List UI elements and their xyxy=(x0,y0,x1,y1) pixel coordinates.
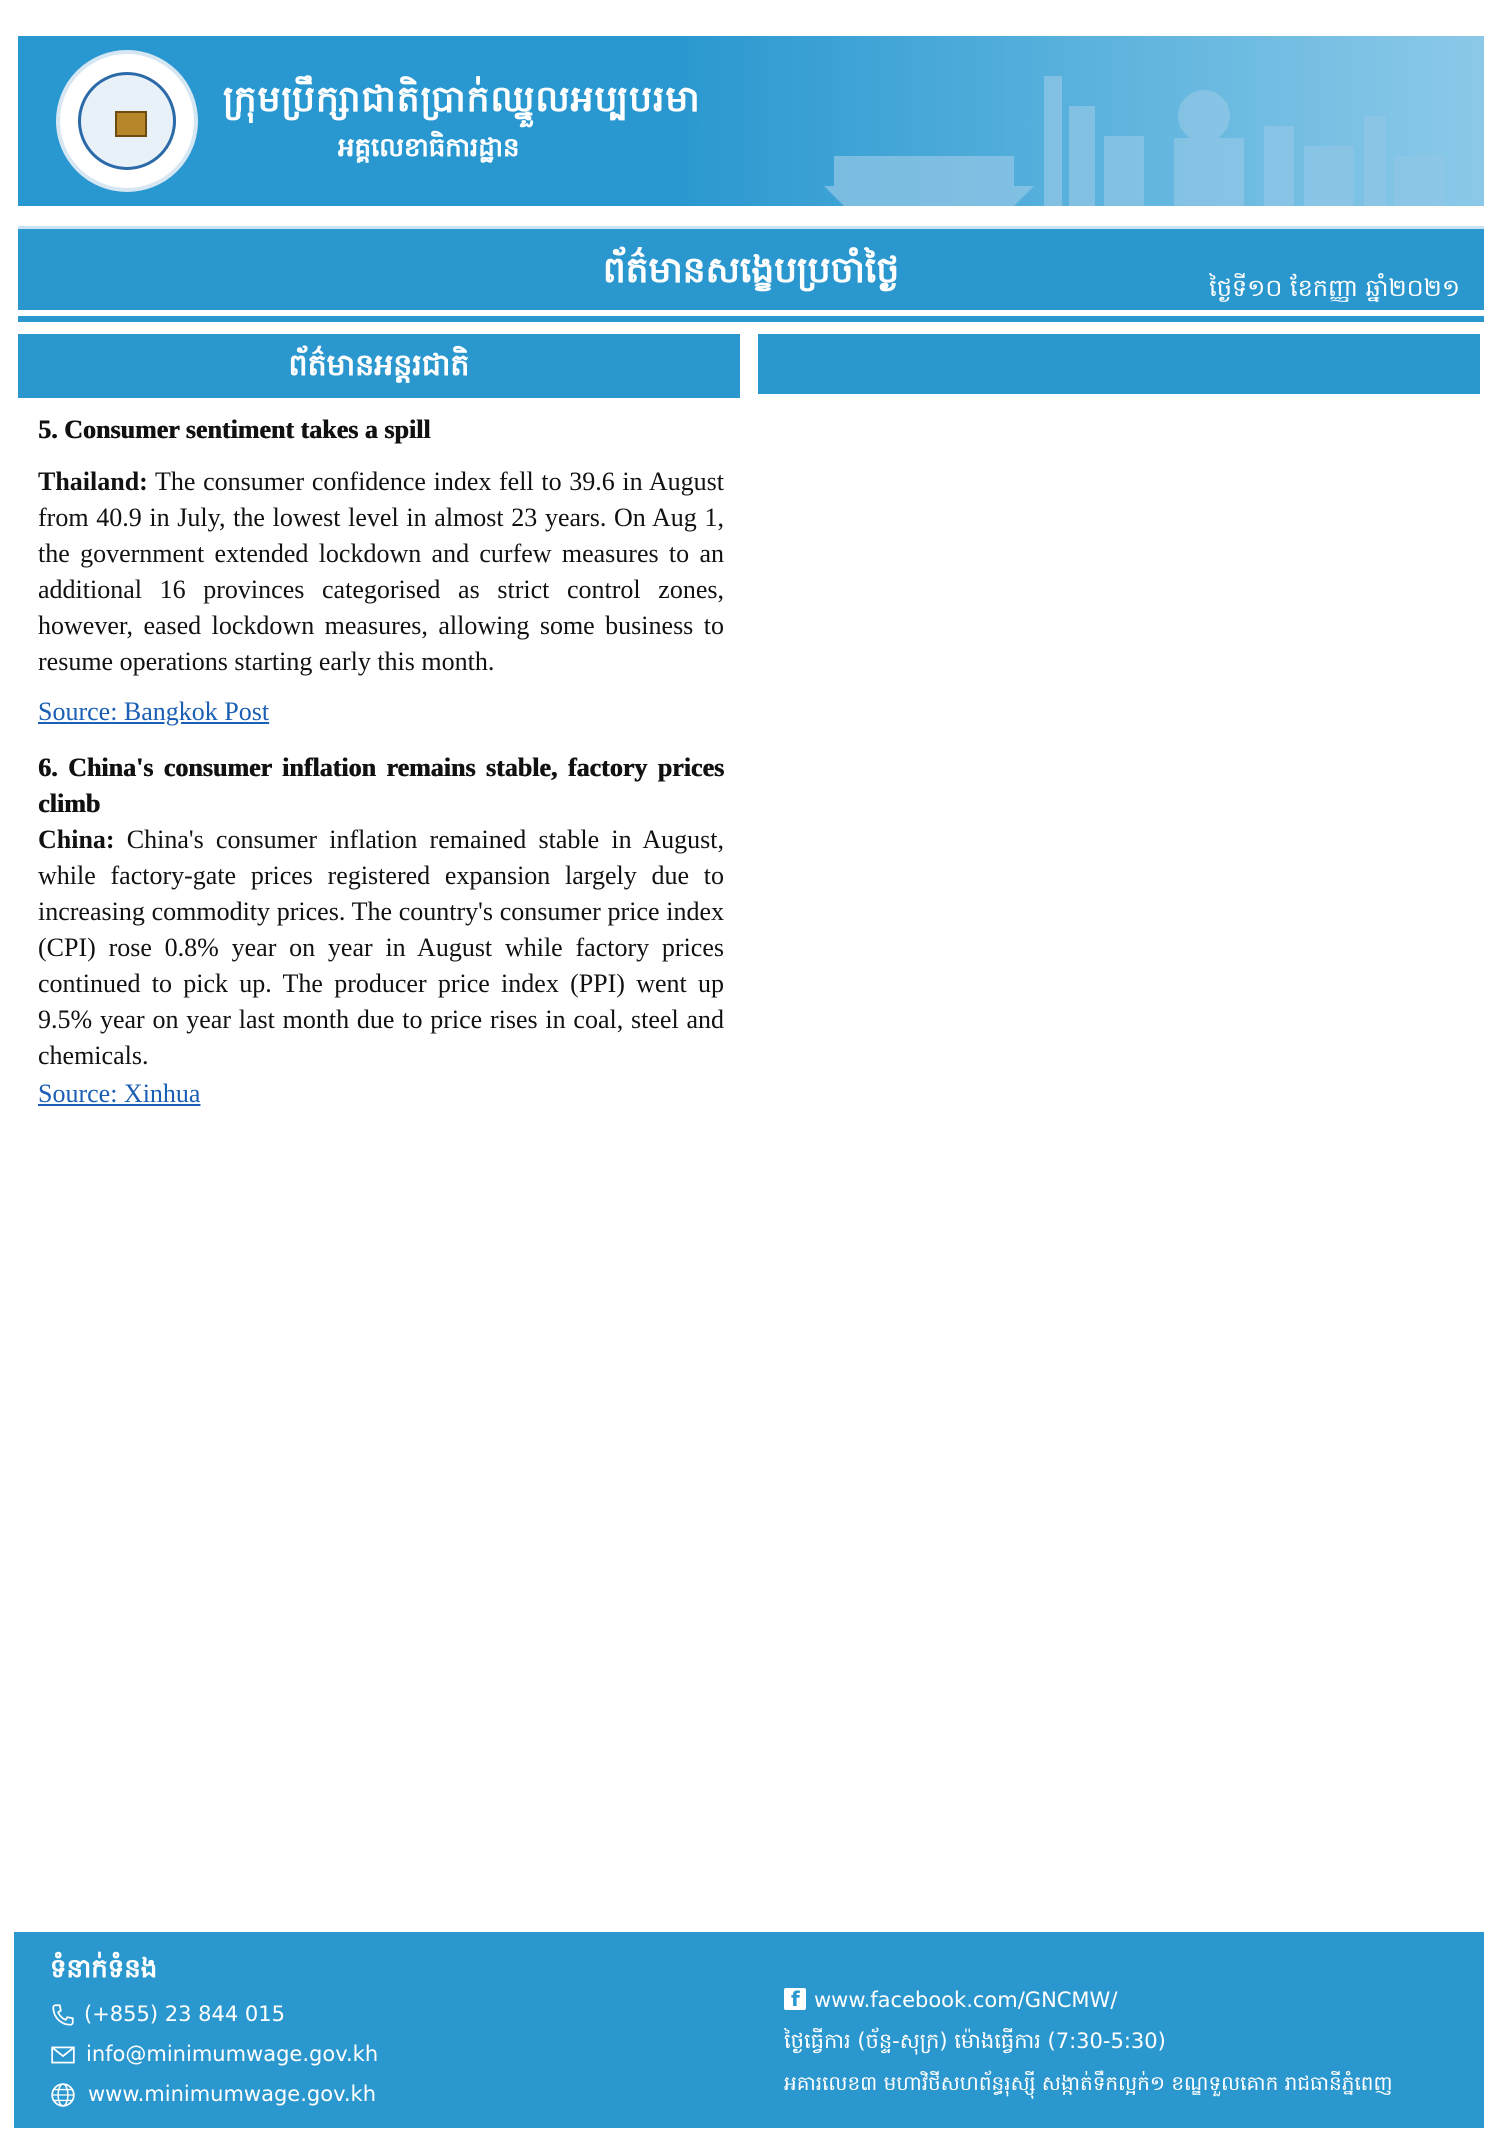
article-title: 6. China's consumer inflation remains stable, factory prices climb xyxy=(38,753,724,818)
article-text: The consumer confidence index fell to 39.6 in August from 40.9 in July, the lowest level in almost 23 years. On Aug 1, the government extended lockdown and curfew measures to an additional 16 provinces categorised as strict control zones, however, eased lockdown measures, allowing some business to resume operations starting early this month. xyxy=(38,467,724,676)
phone-number[interactable]: (+855) 23 844 015 xyxy=(84,2002,285,2026)
source-link-xinhua[interactable]: Source: Xinhua xyxy=(38,1079,201,1108)
title-bar xyxy=(18,226,1484,310)
office-address: អគារលេខ៣ មហាវិថីសហព័ន្ធរុស្ស៊ី សង្កាត់ទឹកល្អក់១ ខណ្ឌទួលគោក រាជធានីភ្នំពេញ xyxy=(784,2071,1393,2095)
article-column xyxy=(38,412,724,1112)
email-address[interactable]: info@minimumwage.gov.kh xyxy=(86,2042,379,2066)
article-body xyxy=(38,464,724,680)
section-header-international xyxy=(18,334,740,398)
article-country: Thailand: xyxy=(38,467,148,496)
article-text: China's consumer inflation remained stable in August, while factory-gate prices registered expansion largely due to increasing commodity prices. The country's consumer price index (CPI) rose 0.8% year on year in August while factory prices continued to pick up. The producer price index (PPI) went up 9.5% year on year last month due to price rises in coal, steel and chemicals. xyxy=(38,825,724,1070)
facebook-url[interactable]: www.facebook.com/GNCMW/ xyxy=(814,1988,1118,2012)
organization-subtitle: អគ្គលេខាធិការដ្ឋាន xyxy=(338,133,520,163)
article-country: China: xyxy=(38,825,115,854)
article-body xyxy=(38,822,724,1074)
organization-logo xyxy=(56,50,198,192)
facebook-icon: f xyxy=(784,1988,806,2010)
contact-heading: ទំនាក់ទំនង xyxy=(50,1954,158,1984)
source-link-bangkok-post[interactable]: Source: Bangkok Post xyxy=(38,697,270,726)
document-title: ព័ត៌មានសង្ខេបប្រចាំថ្ងៃ xyxy=(602,250,900,291)
section-label: ព័ត៌មានអន្តរជាតិ xyxy=(288,348,470,383)
working-hours: ថ្ងៃធ្វើការ (ច័ន្ទ-សុក្រ) ម៉ោងធ្វើការ (7:30-5:30) xyxy=(784,2029,1166,2053)
phone-icon xyxy=(50,2002,76,2028)
document-date: ថ្ងៃទី១០ ខែកញ្ញា ឆ្នាំ២០២១ xyxy=(1209,274,1460,302)
section-header-right xyxy=(758,334,1480,394)
globe-icon xyxy=(50,2082,76,2108)
article-title: 5. Consumer sentiment takes a spill xyxy=(38,415,431,444)
title-divider xyxy=(18,316,1484,322)
header-banner xyxy=(18,36,1484,206)
website-url[interactable]: www.minimumwage.gov.kh xyxy=(88,2082,377,2106)
email-icon xyxy=(50,2042,76,2068)
city-skyline-illustration xyxy=(814,46,1454,206)
footer-contact xyxy=(14,1932,1484,2128)
organization-name: ក្រុមប្រឹក្សាជាតិប្រាក់ឈ្នួលអប្បបរមា xyxy=(223,79,701,120)
